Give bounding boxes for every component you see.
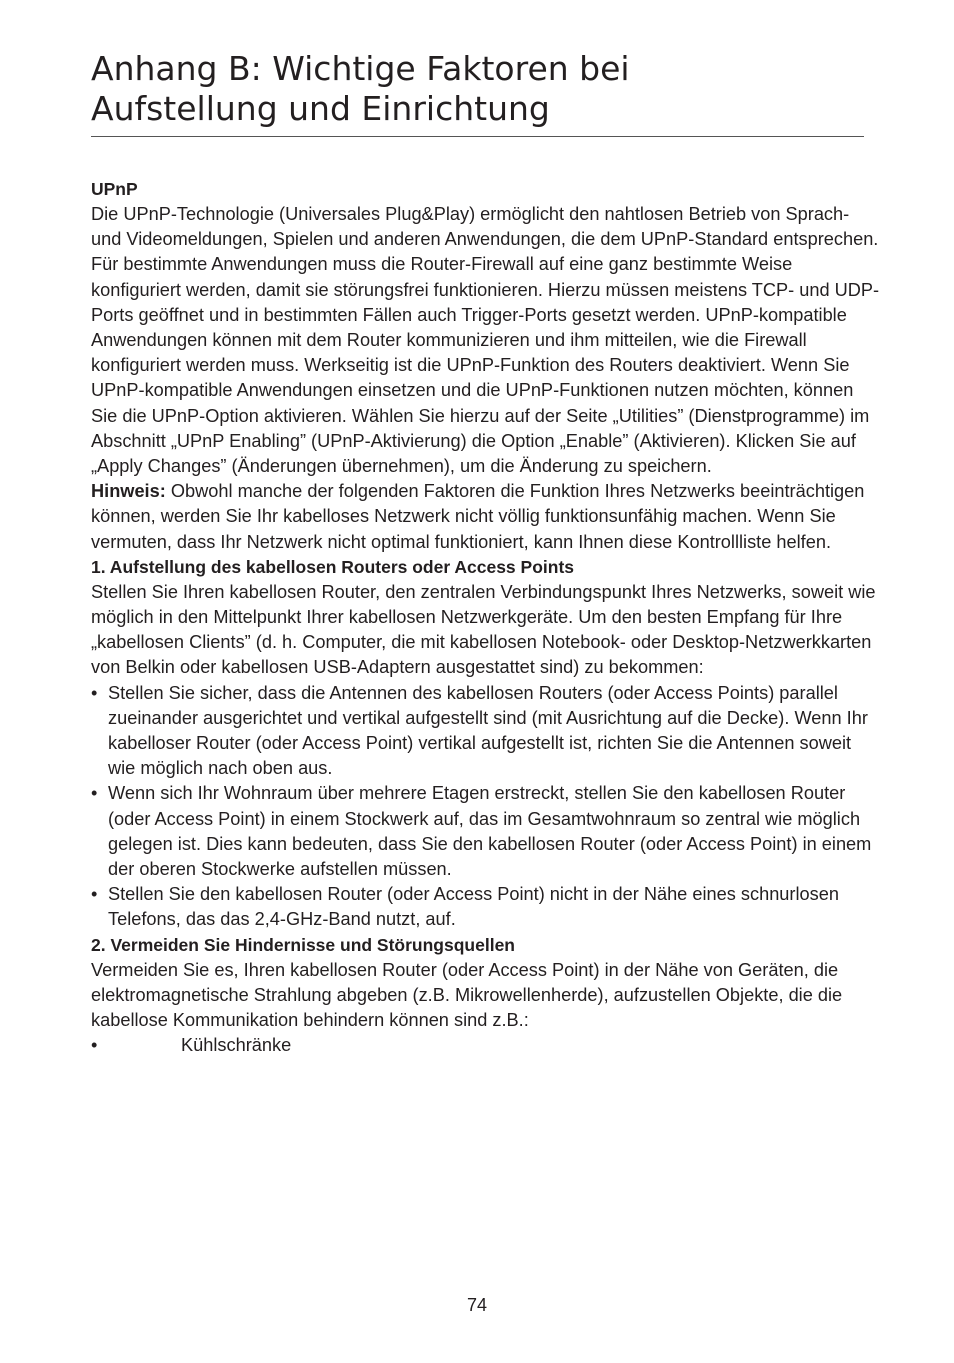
list-item <box>91 1033 881 1058</box>
list-item <box>91 781 881 882</box>
list-item-text: Wenn sich Ihr Wohnraum über mehrere Etagen erstreckt, stellen Sie den kabellosen Router (oder Access Point) in einem Stockwerk auf, das im Gesamtwohnraum so zentral wie möglich gelegen ist. Dies kann bedeuten, dass Sie den kabellosen Router (oder Access Point) in einem der oberen Stockwerke aufstellen müssen. <box>108 783 872 880</box>
page-number: 74 <box>466 1295 488 1315</box>
page-title-line-1: Anhang B: Wichtige Faktoren bei <box>91 49 630 88</box>
bullet-marker: • <box>91 1035 98 1056</box>
section-1-heading: 1. Aufstellung des kabellosen Routers oder Access Points <box>91 556 575 577</box>
list-item-text: Kühlschränke <box>181 1035 292 1056</box>
list-item-text: Stellen Sie den kabellosen Router (oder Access Point) nicht in der Nähe eines schnurlosen Telefons, das das 2,4-GHz-Band nutzt, auf. <box>108 884 839 930</box>
page-title-line-2: Aufstellung und Einrichtung <box>91 89 550 128</box>
section-2-heading: 2. Vermeiden Sie Hindernisse und Störungsquellen <box>91 934 515 955</box>
bullet-marker: • <box>91 884 98 905</box>
note-paragraph <box>91 479 881 555</box>
title-divider <box>91 136 864 137</box>
page-title <box>91 49 871 129</box>
section-1-paragraph: Stellen Sie Ihren kabellosen Router, den zentralen Verbindungspunkt Ihres Netzwerks, soweit wie möglich in den Mittelpunkt Ihrer kabellosen Netzwerkgeräte. Um den besten Empfang für Ihre „kabellosen Clients” (d. h. Computer, die mit kabellosen Notebook- oder Desktop-Netzwerkkarten von Belkin oder kabellosen USB-Adaptern ausgestattet sind) zu bekommen: <box>91 581 876 678</box>
bullet-marker: • <box>91 783 98 804</box>
note-label: Hinweis: <box>91 481 166 502</box>
list-item <box>91 882 881 932</box>
section-1-bullet-list <box>91 681 881 933</box>
section-2-paragraph: Vermeiden Sie es, Ihren kabellosen Router (oder Access Point) in der Nähe von Geräten, die elektromagnetische Strahlung abgeben (z.B. Mikrowellenherde), aufzustellen Objekte, die die kabellose Kommunikation behindern können sind z.B.: <box>91 959 843 1031</box>
bullet-marker: • <box>91 682 98 703</box>
body-content <box>91 177 881 1058</box>
note-text: Obwohl manche der folgenden Faktoren die Funktion Ihres Netzwerks beeinträchtigen können, werden Sie Ihr kabelloses Netzwerk nicht völlig funktionsunfähig machen. Wenn Sie vermuten, dass Ihr Netzwerk nicht optimal funktioniert, kann Ihnen diese Kontrollliste helfen. <box>91 481 865 552</box>
upnp-paragraph: Die UPnP-Technologie (Universales Plug&Play) ermöglicht den nahtlosen Betrieb von Sprach- und Videomeldungen, Spielen und anderen Anwendungen, die dem UPnP-Standard entsprechen. Für bestimmte Anwendungen muss die Router-Firewall auf eine ganz bestimmte Weise konfiguriert werden, damit sie störungsfrei funktionieren. Hierzu müssen meistens TCP- und UDP-Ports geöffnet und in bestimmten Fällen auch Trigger-Ports gesetzt werden. UPnP-kompatible Anwendungen können mit dem Router kommunizieren und ihm mitteilen, wie die Firewall konfiguriert werden muss. Werkseitig ist die UPnP-Funktion des Routers deaktiviert. Wenn Sie UPnP-kompatible Anwendungen einsetzen und die UPnP-Funktionen nutzen möchten, können Sie die UPnP-Option aktivieren. Wählen Sie hierzu auf der Seite „Utilities” (Dienstprogramme) im Abschnitt „UPnP Enabling” (UPnP-Aktivierung) die Option „Enable” (Aktivieren). Klicken Sie auf „Apply Changes” (Änderungen übernehmen), um die Änderung zu speichern. <box>91 204 880 477</box>
list-item <box>91 681 881 782</box>
upnp-heading: UPnP <box>91 179 138 199</box>
list-item-text: Stellen Sie sicher, dass die Antennen des kabellosen Routers (oder Access Points) parallel zueinander ausgerichtet und vertikal aufgestellt sind (mit Ausrichtung auf die Decke). Wenn Ihr kabelloser Router (oder Access Point) vertikal aufgestellt ist, richten Sie die Antennen soweit wie möglich nach oben aus. <box>108 682 868 779</box>
